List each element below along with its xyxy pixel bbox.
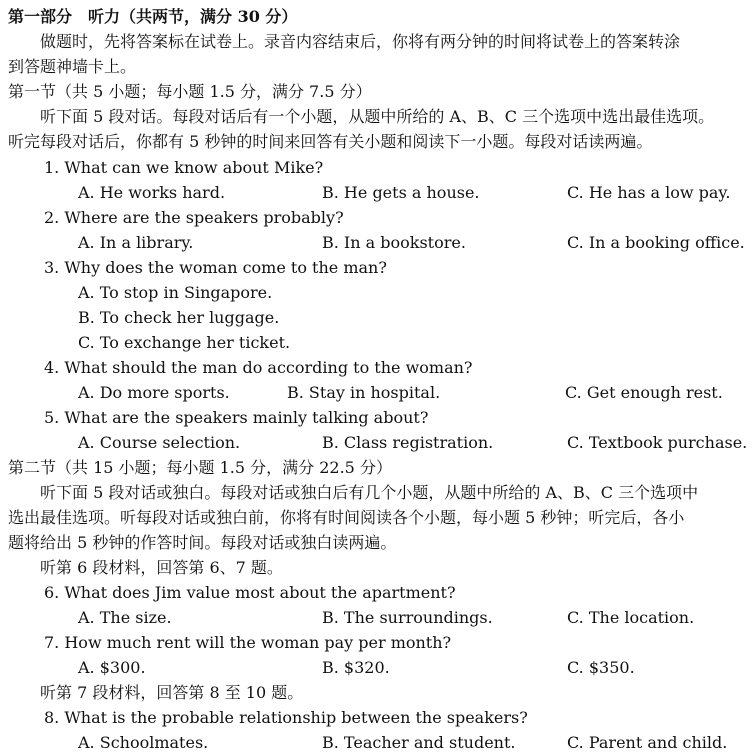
question-8: 8. What is the probable relationship between the speakers? <box>44 708 528 727</box>
q2-option-c[interactable]: C. In a booking office. <box>567 233 745 252</box>
q8-option-c[interactable]: C. Parent and child. <box>567 733 728 752</box>
section1-header: 第一节（共 5 小题；每小题 1.5 分，满分 7.5 分） <box>8 82 372 101</box>
q1-option-b[interactable]: B. He gets a house. <box>322 183 480 202</box>
part-title: 第一部分 听力（共两节，满分 30 分） <box>8 7 298 26</box>
section2-header: 第二节（共 15 小题；每小题 1.5 分，满分 22.5 分） <box>8 458 392 477</box>
material-6-note: 听第 6 段材料，回答第 6、7 题。 <box>40 558 283 577</box>
q8-option-b[interactable]: B. Teacher and student. <box>322 733 516 752</box>
q1-option-a[interactable]: A. He works hard. <box>78 183 226 202</box>
q4-option-b[interactable]: B. Stay in hospital. <box>287 383 441 402</box>
q8-option-a[interactable]: A. Schoolmates. <box>78 733 209 752</box>
q3-option-a[interactable]: A. To stop in Singapore. <box>78 283 273 302</box>
q5-option-c[interactable]: C. Textbook purchase. <box>567 433 748 452</box>
question-2: 2. Where are the speakers probably? <box>44 208 344 227</box>
q2-option-b[interactable]: B. In a bookstore. <box>322 233 466 252</box>
question-7: 7. How much rent will the woman pay per month? <box>44 633 452 652</box>
q1-option-c[interactable]: C. He has a low pay. <box>567 183 731 202</box>
q4-option-c[interactable]: C. Get enough rest. <box>565 383 723 402</box>
part-intro-line2: 到答题神墙卡上。 <box>8 57 137 76</box>
section2-instructions-line3: 题将给出 5 秒钟的作答时间。每段对话或独白读两遍。 <box>8 533 397 552</box>
q5-option-a[interactable]: A. Course selection. <box>78 433 241 452</box>
question-3: 3. Why does the woman come to the man? <box>44 258 387 277</box>
q7-option-c[interactable]: C. $350. <box>567 658 635 677</box>
section1-instructions-line2: 听完每段对话后，你都有 5 秒钟的时间来回答有关小题和阅读下一小题。每段对话读两遍。 <box>8 132 653 151</box>
q6-option-c[interactable]: C. The location. <box>567 608 695 627</box>
question-6: 6. What does Jim value most about the apartment? <box>44 583 456 602</box>
q3-option-b[interactable]: B. To check her luggage. <box>78 308 280 327</box>
q4-option-a[interactable]: A. Do more sports. <box>78 383 230 402</box>
q7-option-a[interactable]: A. $300. <box>78 658 146 677</box>
section2-instructions-line1: 听下面 5 段对话或独白。每段对话或独白后有几个小题，从题中所给的 A、B、C 三个选项中 <box>40 483 699 502</box>
q6-option-b[interactable]: B. The surroundings. <box>322 608 493 627</box>
question-5: 5. What are the speakers mainly talking about? <box>44 408 429 427</box>
section2-instructions-line2: 选出最佳选项。听每段对话或独白前，你将有时间阅读各个小题，每小题 5 秒钟；听完后，各小 <box>8 508 685 527</box>
q2-option-a[interactable]: A. In a library. <box>78 233 194 252</box>
question-1: 1. What can we know about Mike? <box>44 158 324 177</box>
q7-option-b[interactable]: B. $320. <box>322 658 390 677</box>
q6-option-a[interactable]: A. The size. <box>78 608 172 627</box>
q3-option-c[interactable]: C. To exchange her ticket. <box>78 333 291 352</box>
material-7-note: 听第 7 段材料，回答第 8 至 10 题。 <box>40 683 304 702</box>
section1-instructions-line1: 听下面 5 段对话。每段对话后有一个小题，从题中所给的 A、B、C 三个选项中选出最佳选项。 <box>40 107 715 126</box>
part-intro-line1: 做题时，先将答案标在试卷上。录音内容结束后，你将有两分钟的时间将试卷上的答案转涂 <box>40 32 681 51</box>
q5-option-b[interactable]: B. Class registration. <box>322 433 494 452</box>
question-4: 4. What should the man do according to the woman? <box>44 358 473 377</box>
